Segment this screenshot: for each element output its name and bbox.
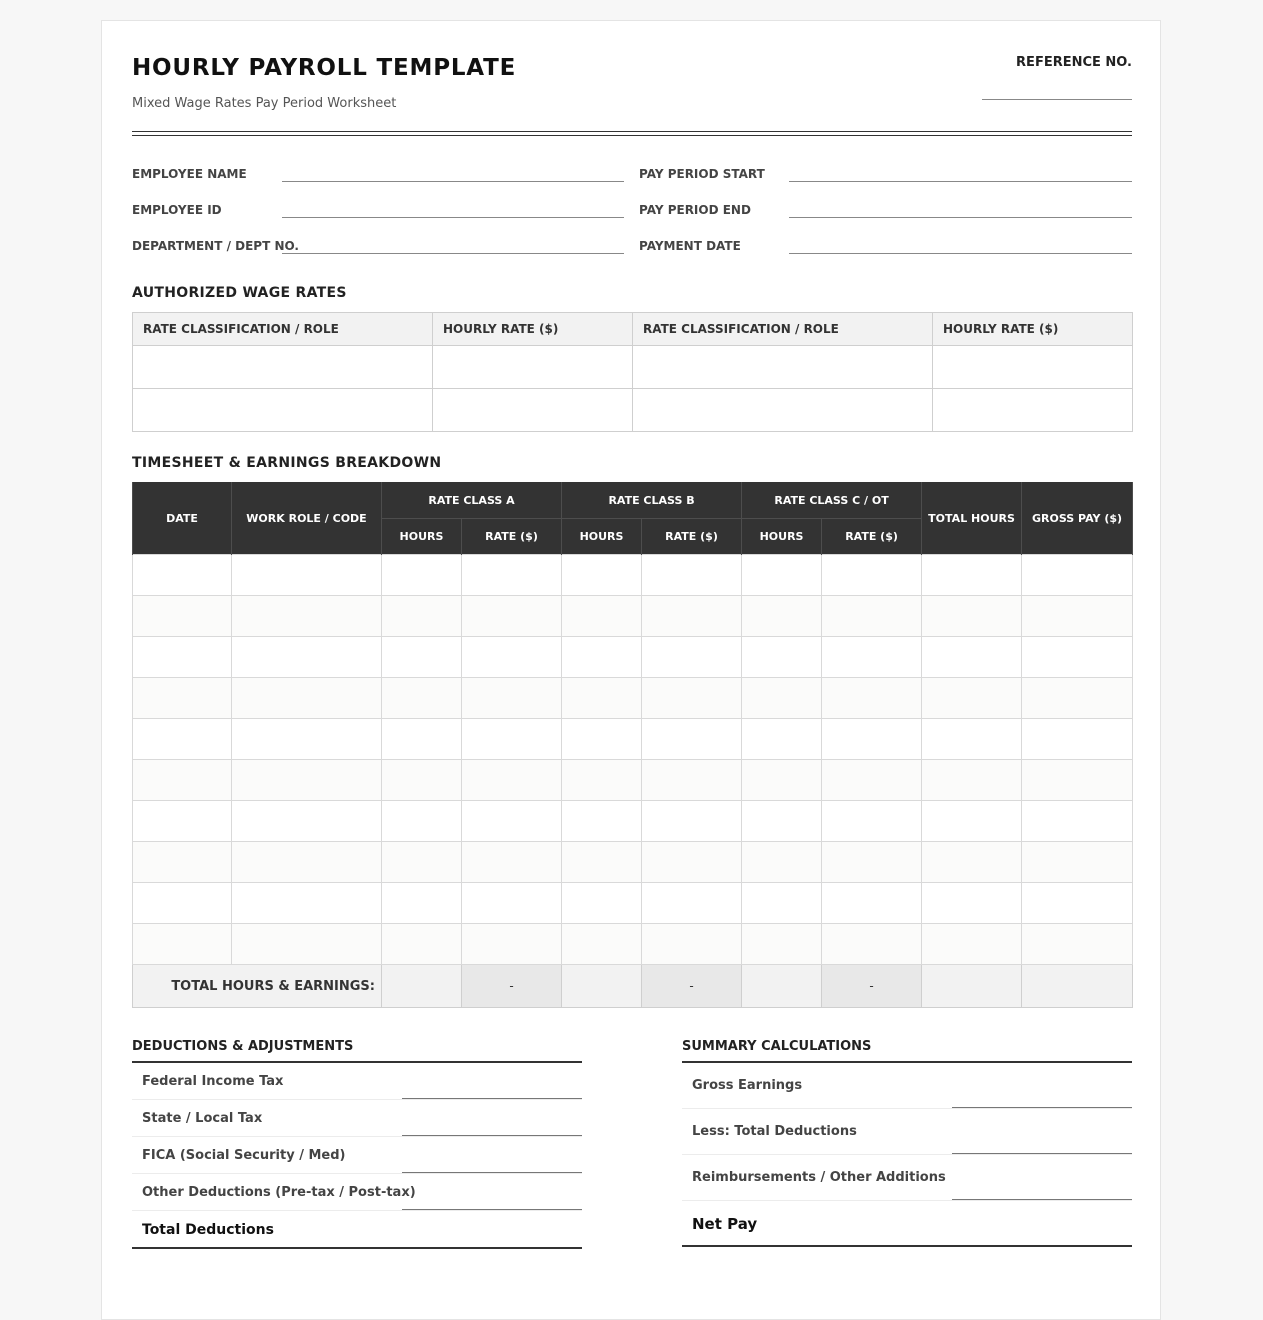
hourly-rate-header: HOURLY RATE ($) xyxy=(933,313,1133,346)
payment-date-row xyxy=(639,235,1132,255)
table-cell[interactable] xyxy=(232,883,382,924)
timesheet-title: TIMESHEET & EARNINGS BREAKDOWN xyxy=(132,455,442,471)
reimbursements-row xyxy=(682,1155,1132,1201)
table-cell[interactable] xyxy=(133,760,232,801)
table-cell[interactable] xyxy=(562,842,642,883)
table-cell[interactable] xyxy=(742,596,822,637)
federal-income-tax-field[interactable] xyxy=(402,1098,582,1099)
fica-label: FICA (Social Security / Med) xyxy=(142,1148,346,1163)
table-cell[interactable] xyxy=(462,842,562,883)
table-cell[interactable] xyxy=(462,924,562,965)
table-row xyxy=(133,801,1133,842)
table-cell[interactable] xyxy=(1022,760,1133,801)
table-cell[interactable] xyxy=(382,555,462,596)
state-local-tax-row xyxy=(132,1100,582,1137)
table-cell[interactable] xyxy=(822,596,922,637)
table-cell[interactable] xyxy=(133,719,232,760)
rate-classification-header: RATE CLASSIFICATION / ROLE xyxy=(633,313,933,346)
hours-header: HOURS xyxy=(742,519,822,555)
page-subtitle: Mixed Wage Rates Pay Period Worksheet xyxy=(132,96,397,111)
total-rate-c-cell: - xyxy=(822,965,922,1008)
table-cell[interactable] xyxy=(382,637,462,678)
table-cell[interactable] xyxy=(742,883,822,924)
timesheet-body xyxy=(133,555,1133,965)
table-cell[interactable] xyxy=(1022,596,1133,637)
table-cell[interactable] xyxy=(562,637,642,678)
table-cell[interactable] xyxy=(232,801,382,842)
table-cell[interactable] xyxy=(642,842,742,883)
employee-name-field[interactable] xyxy=(282,181,624,182)
reimbursements-field[interactable] xyxy=(952,1199,1132,1200)
table-cell[interactable] xyxy=(382,883,462,924)
table-cell[interactable] xyxy=(822,924,922,965)
page-title: HOURLY PAYROLL TEMPLATE xyxy=(132,55,517,81)
table-cell[interactable] xyxy=(382,842,462,883)
table-cell[interactable] xyxy=(382,801,462,842)
table-cell[interactable] xyxy=(382,760,462,801)
header xyxy=(132,53,1132,135)
timesheet-table xyxy=(132,482,1133,1008)
summary-title: SUMMARY CALCULATIONS xyxy=(682,1037,1132,1063)
table-cell[interactable] xyxy=(232,760,382,801)
date-header: DATE xyxy=(133,482,232,555)
table-cell[interactable] xyxy=(922,596,1022,637)
table-cell[interactable] xyxy=(133,637,232,678)
employee-id-field[interactable] xyxy=(282,217,624,218)
table-cell[interactable] xyxy=(822,801,922,842)
table-cell[interactable] xyxy=(1022,801,1133,842)
table-cell[interactable] xyxy=(922,842,1022,883)
gross-earnings-label: Gross Earnings xyxy=(692,1078,803,1093)
state-local-tax-label: State / Local Tax xyxy=(142,1111,263,1126)
deductions-section xyxy=(132,1037,582,1249)
table-cell[interactable] xyxy=(642,883,742,924)
deductions-title: DEDUCTIONS & ADJUSTMENTS xyxy=(132,1037,582,1063)
total-deductions-row[interactable] xyxy=(132,1211,582,1249)
table-cell[interactable] xyxy=(1022,637,1133,678)
table-cell[interactable] xyxy=(462,719,562,760)
department-row xyxy=(132,235,624,255)
table-cell[interactable] xyxy=(922,883,1022,924)
table-cell[interactable] xyxy=(642,760,742,801)
rate-header: RATE ($) xyxy=(462,519,562,555)
fica-row xyxy=(132,1137,582,1174)
table-row xyxy=(133,842,1133,883)
table-cell[interactable] xyxy=(462,637,562,678)
table-cell[interactable] xyxy=(462,596,562,637)
table-cell[interactable] xyxy=(562,596,642,637)
gross-earnings-row xyxy=(682,1063,1132,1109)
department-label: DEPARTMENT / DEPT NO. xyxy=(132,239,299,253)
table-cell[interactable] xyxy=(822,883,922,924)
wage-rates-title: AUTHORIZED WAGE RATES xyxy=(132,285,347,301)
reference-field[interactable] xyxy=(982,99,1132,100)
table-cell[interactable] xyxy=(922,637,1022,678)
table-cell[interactable] xyxy=(232,555,382,596)
table-cell[interactable] xyxy=(822,842,922,883)
table-cell[interactable] xyxy=(742,842,822,883)
table-cell[interactable] xyxy=(633,346,933,389)
table-cell[interactable] xyxy=(642,719,742,760)
pay-period-start-label: PAY PERIOD START xyxy=(639,167,765,181)
totals-label: TOTAL HOURS & EARNINGS: xyxy=(133,965,382,1008)
table-cell[interactable] xyxy=(232,637,382,678)
table-cell[interactable] xyxy=(922,719,1022,760)
table-cell[interactable] xyxy=(562,883,642,924)
employee-name-label: EMPLOYEE NAME xyxy=(132,167,247,181)
table-cell[interactable] xyxy=(642,637,742,678)
table-cell[interactable] xyxy=(232,719,382,760)
table-cell[interactable] xyxy=(822,719,922,760)
wage-rates-table xyxy=(132,312,1133,432)
table-row xyxy=(133,924,1133,965)
table-cell[interactable] xyxy=(133,883,232,924)
fica-field[interactable] xyxy=(402,1172,582,1173)
table-cell[interactable] xyxy=(433,389,633,432)
pay-period-end-field[interactable] xyxy=(789,217,1132,218)
payment-date-field[interactable] xyxy=(789,253,1132,254)
table-cell[interactable] xyxy=(133,555,232,596)
employee-id-label: EMPLOYEE ID xyxy=(132,203,222,217)
payment-date-label: PAYMENT DATE xyxy=(639,239,741,253)
table-cell[interactable] xyxy=(1022,842,1133,883)
pay-period-end-row xyxy=(639,199,1132,219)
table-cell[interactable] xyxy=(642,924,742,965)
table-cell[interactable] xyxy=(922,801,1022,842)
table-cell[interactable] xyxy=(1022,678,1133,719)
table-cell[interactable] xyxy=(742,678,822,719)
table-cell[interactable] xyxy=(133,924,232,965)
table-cell[interactable] xyxy=(562,760,642,801)
table-cell[interactable] xyxy=(922,678,1022,719)
table-cell[interactable] xyxy=(1022,719,1133,760)
less-total-deductions-label: Less: Total Deductions xyxy=(692,1124,857,1139)
table-cell[interactable] xyxy=(562,719,642,760)
wage-rates-header-row xyxy=(133,313,1133,346)
table-cell[interactable] xyxy=(742,719,822,760)
employee-id-row xyxy=(132,199,624,219)
reimbursements-label: Reimbursements / Other Additions xyxy=(692,1170,946,1185)
table-row xyxy=(133,389,1133,432)
table-row xyxy=(133,596,1133,637)
table-cell[interactable] xyxy=(642,555,742,596)
less-total-deductions-field[interactable] xyxy=(952,1153,1132,1154)
rate-class-a-header: RATE CLASS A xyxy=(382,482,562,519)
total-rate-a-cell: - xyxy=(462,965,562,1008)
total-deductions-label: Total Deductions xyxy=(142,1222,274,1238)
table-row xyxy=(133,719,1133,760)
less-total-deductions-row xyxy=(682,1109,1132,1155)
table-cell[interactable] xyxy=(1022,883,1133,924)
pay-period-start-row xyxy=(639,163,1132,183)
table-cell[interactable] xyxy=(742,555,822,596)
table-cell[interactable] xyxy=(1022,924,1133,965)
reference-label: REFERENCE NO. xyxy=(1016,55,1132,70)
net-pay-label: Net Pay xyxy=(692,1215,758,1233)
table-cell[interactable] xyxy=(1022,555,1133,596)
table-cell[interactable] xyxy=(133,801,232,842)
summary-section xyxy=(682,1037,1132,1247)
table-row xyxy=(133,346,1133,389)
federal-income-tax-label: Federal Income Tax xyxy=(142,1074,284,1089)
pay-period-end-label: PAY PERIOD END xyxy=(639,203,751,217)
table-cell[interactable] xyxy=(742,760,822,801)
table-cell[interactable] xyxy=(232,596,382,637)
hourly-rate-header: HOURLY RATE ($) xyxy=(433,313,633,346)
state-local-tax-field[interactable] xyxy=(402,1135,582,1136)
table-row xyxy=(133,678,1133,719)
table-cell[interactable] xyxy=(382,924,462,965)
table-cell[interactable] xyxy=(822,555,922,596)
table-cell[interactable] xyxy=(462,760,562,801)
total-hours-c-cell[interactable] xyxy=(742,965,822,1008)
grand-total-hours-cell[interactable] xyxy=(922,965,1022,1008)
hours-header: HOURS xyxy=(562,519,642,555)
gross-earnings-field[interactable] xyxy=(952,1107,1132,1108)
rate-class-c-header: RATE CLASS C / OT xyxy=(742,482,922,519)
table-cell[interactable] xyxy=(633,389,933,432)
table-cell[interactable] xyxy=(562,678,642,719)
table-cell[interactable] xyxy=(742,924,822,965)
table-cell[interactable] xyxy=(382,719,462,760)
table-row xyxy=(133,760,1133,801)
other-deductions-row xyxy=(132,1174,582,1211)
table-cell[interactable] xyxy=(642,678,742,719)
other-deductions-label: Other Deductions (Pre-tax / Post-tax) xyxy=(142,1185,416,1200)
table-cell[interactable] xyxy=(562,924,642,965)
table-cell[interactable] xyxy=(562,801,642,842)
table-cell[interactable] xyxy=(462,883,562,924)
table-cell[interactable] xyxy=(933,389,1133,432)
timesheet-header-row xyxy=(133,482,1133,519)
federal-income-tax-row xyxy=(132,1063,582,1100)
table-cell[interactable] xyxy=(642,596,742,637)
table-cell[interactable] xyxy=(232,842,382,883)
table-cell[interactable] xyxy=(822,637,922,678)
table-cell[interactable] xyxy=(933,346,1133,389)
total-hours-b-cell[interactable] xyxy=(562,965,642,1008)
table-cell[interactable] xyxy=(822,678,922,719)
payroll-sheet xyxy=(101,20,1161,1320)
table-cell[interactable] xyxy=(232,678,382,719)
rate-header: RATE ($) xyxy=(822,519,922,555)
header-divider xyxy=(132,131,1132,136)
table-cell[interactable] xyxy=(133,678,232,719)
table-cell[interactable] xyxy=(382,678,462,719)
table-cell[interactable] xyxy=(742,801,822,842)
hours-header: HOURS xyxy=(382,519,462,555)
table-cell[interactable] xyxy=(562,555,642,596)
table-cell[interactable] xyxy=(642,801,742,842)
table-cell[interactable] xyxy=(742,637,822,678)
table-cell[interactable] xyxy=(133,346,433,389)
table-cell[interactable] xyxy=(133,389,433,432)
net-pay-row[interactable] xyxy=(682,1201,1132,1247)
totals-row xyxy=(133,965,1133,1008)
total-hours-header: TOTAL HOURS xyxy=(922,482,1022,555)
table-cell[interactable] xyxy=(382,596,462,637)
total-rate-b-cell: - xyxy=(642,965,742,1008)
table-cell[interactable] xyxy=(462,801,562,842)
total-hours-a-cell[interactable] xyxy=(382,965,462,1008)
other-deductions-field[interactable] xyxy=(402,1209,582,1210)
table-cell[interactable] xyxy=(433,346,633,389)
work-role-header: WORK ROLE / CODE xyxy=(232,482,382,555)
rate-class-b-header: RATE CLASS B xyxy=(562,482,742,519)
table-row xyxy=(133,555,1133,596)
table-row xyxy=(133,637,1133,678)
table-cell[interactable] xyxy=(922,760,1022,801)
table-cell[interactable] xyxy=(133,842,232,883)
table-cell[interactable] xyxy=(133,596,232,637)
rate-classification-header: RATE CLASSIFICATION / ROLE xyxy=(133,313,433,346)
table-cell[interactable] xyxy=(922,924,1022,965)
grand-total-gross-pay-cell[interactable] xyxy=(1022,965,1133,1008)
department-field[interactable] xyxy=(282,253,624,254)
employee-name-row xyxy=(132,163,624,183)
table-cell[interactable] xyxy=(462,678,562,719)
table-cell[interactable] xyxy=(922,555,1022,596)
rate-header: RATE ($) xyxy=(642,519,742,555)
pay-period-start-field[interactable] xyxy=(789,181,1132,182)
table-row xyxy=(133,883,1133,924)
table-cell[interactable] xyxy=(462,555,562,596)
table-cell[interactable] xyxy=(232,924,382,965)
table-cell[interactable] xyxy=(822,760,922,801)
gross-pay-header: GROSS PAY ($) xyxy=(1022,482,1133,555)
